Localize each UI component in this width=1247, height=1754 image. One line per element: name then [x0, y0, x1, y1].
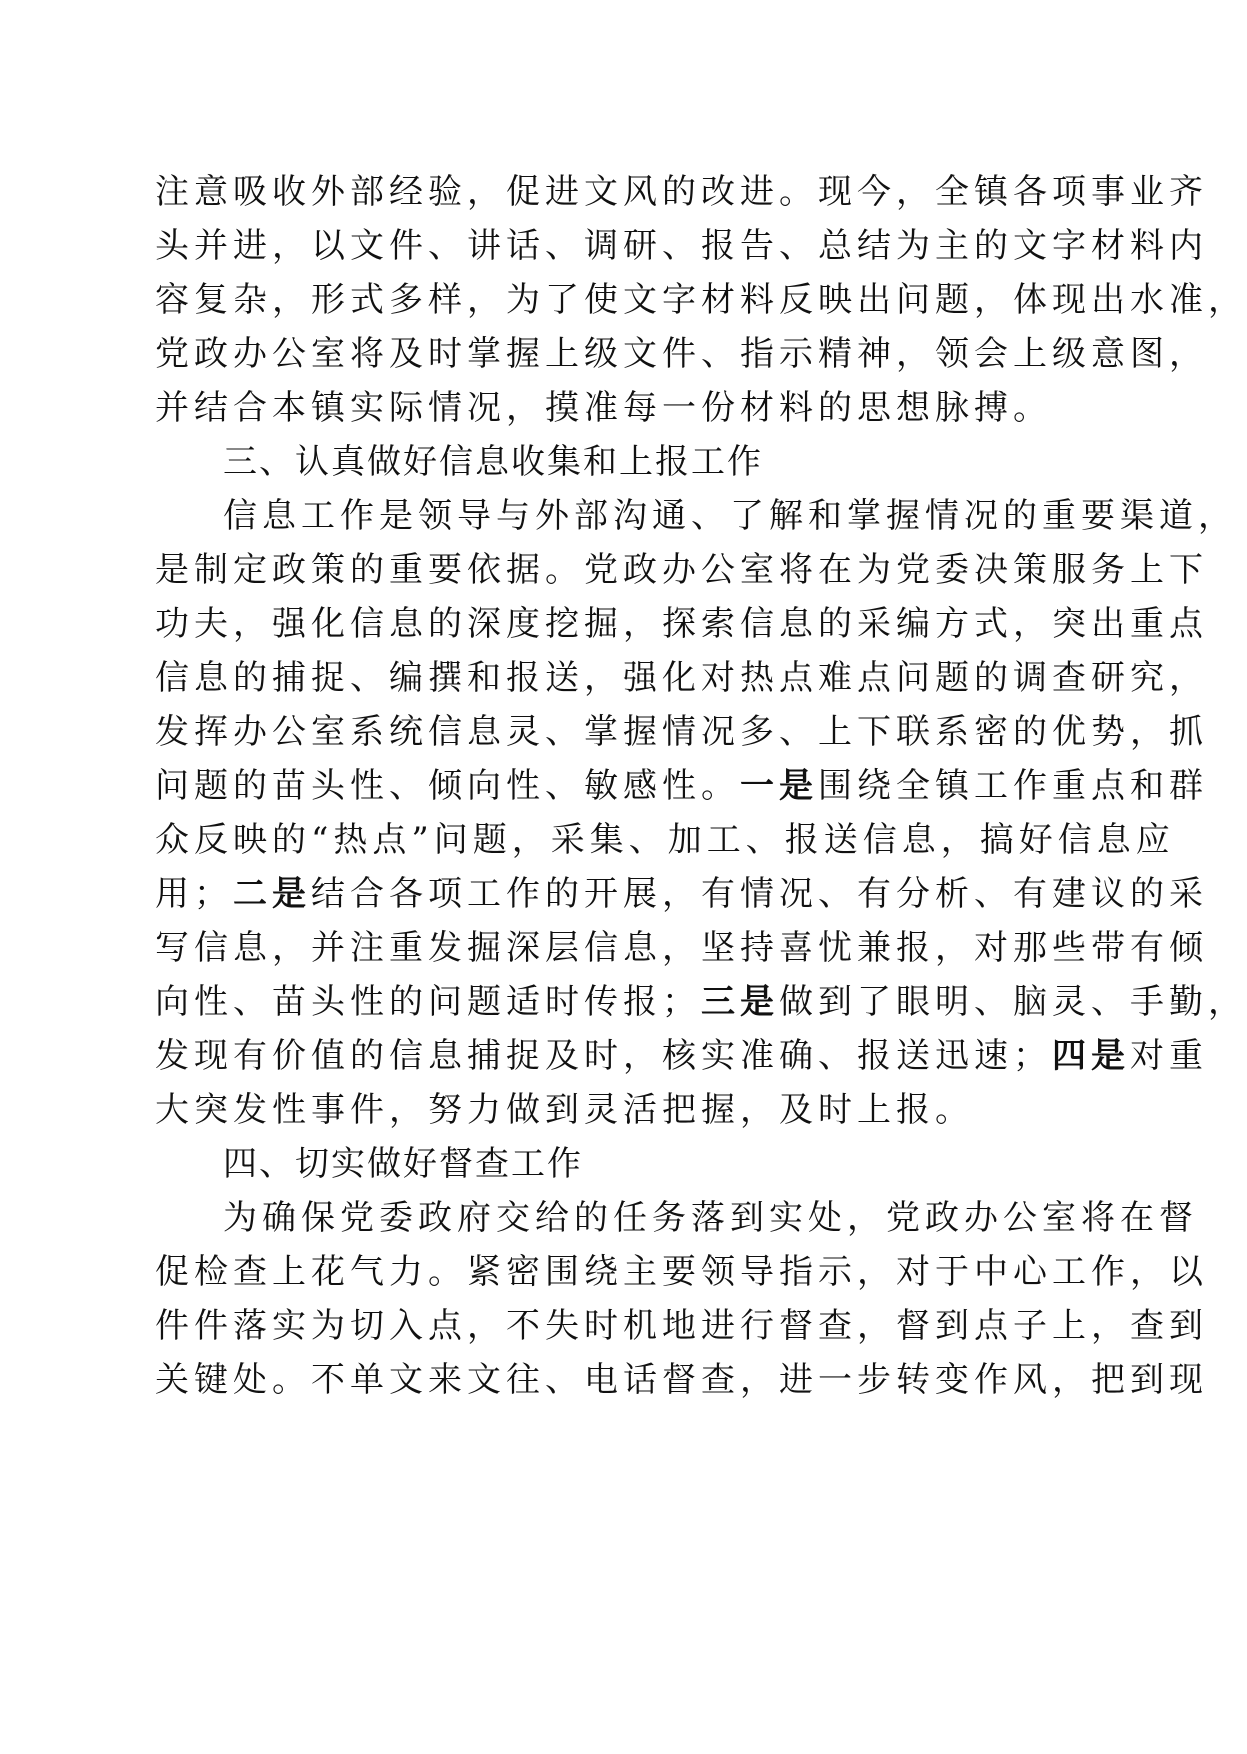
text-line: 信息的捕捉、编撰和报送，强化对热点难点问题的调查研究， [155, 658, 1208, 698]
text-run: 用； [155, 874, 233, 914]
text-run: 向性、苗头性的问题适时传报； [155, 982, 701, 1022]
text-line: 关键处。不单文来文往、电话督查，进一步转变作风，把到现 [155, 1360, 1208, 1400]
text-line [155, 756, 1208, 816]
text-run: 对重 [1130, 1036, 1208, 1076]
text-line: 为确保党委政府交给的任务落到实处，党政办公室将在督 [223, 1198, 1198, 1238]
text-line: 众反映的“热点”问题，采集、加工、报送信息，搞好信息应 [155, 820, 1175, 860]
text-line: 并结合本镇实际情况，摸准每一份材料的思想脉搏。 [155, 388, 1052, 428]
text-line [155, 864, 1208, 924]
text-line: 写信息，并注重发掘深层信息，坚持喜忧兼报，对那些带有倾 [155, 928, 1208, 968]
text-run: 发现有价值的信息捕捉及时，核实准确、报送迅速； [155, 1036, 1052, 1076]
text-line: 是制定政策的重要依据。党政办公室将在为党委决策服务上下 [155, 550, 1208, 590]
text-line: 党政办公室将及时掌握上级文件、指示精神，领会上级意图， [155, 334, 1208, 374]
text-line [155, 1026, 1208, 1086]
section-heading-3: 三、认真做好信息收集和上报工作 [223, 442, 763, 482]
text-run: 做到了眼明、脑灵、手勤， [779, 982, 1247, 1022]
text-line: 注意吸收外部经验，促进文风的改进。现今，全镇各项事业齐 [155, 172, 1208, 212]
bold-marker: 四是 [1052, 1036, 1130, 1076]
text-line: 功夫，强化信息的深度挖掘，探索信息的采编方式，突出重点 [155, 604, 1208, 644]
bold-marker: 三是 [701, 982, 779, 1022]
text-line: 容复杂，形式多样，为了使文字材料反映出问题，体现出水准， [155, 280, 1247, 320]
text-line: 大突发性事件，努力做到灵活把握，及时上报。 [155, 1090, 974, 1130]
bold-marker: 一是 [740, 766, 818, 806]
text-run: 问题的苗头性、倾向性、敏感性。 [155, 766, 740, 806]
text-line [155, 972, 1247, 1032]
section-heading-4: 四、切实做好督查工作 [223, 1144, 583, 1184]
text-line: 发挥办公室系统信息灵、掌握情况多、上下联系密的优势，抓 [155, 712, 1208, 752]
text-line: 件件落实为切入点，不失时机地进行督查，督到点子上，查到 [155, 1306, 1208, 1346]
text-line: 头并进，以文件、讲话、调研、报告、总结为主的文字材料内 [155, 226, 1208, 266]
text-run: 结合各项工作的开展，有情况、有分析、有建议的采 [311, 874, 1208, 914]
text-line: 促检查上花气力。紧密围绕主要领导指示，对于中心工作，以 [155, 1252, 1208, 1292]
bold-marker: 二是 [233, 874, 311, 914]
text-run: 围绕全镇工作重点和群 [818, 766, 1208, 806]
text-line: 信息工作是领导与外部沟通、了解和掌握情况的重要渠道， [223, 496, 1237, 536]
